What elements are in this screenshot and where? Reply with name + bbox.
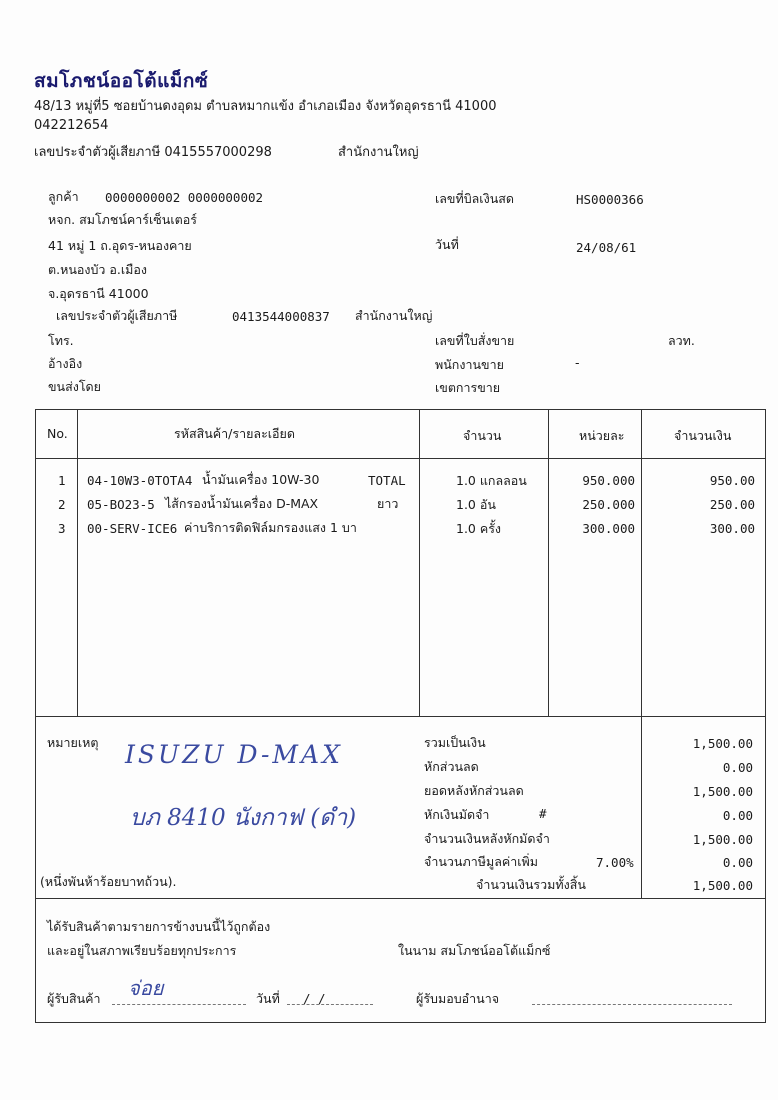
customer-ref-label: อ้างอิง	[48, 356, 83, 371]
row-amount: 950.00	[709, 473, 755, 488]
customer-name: หจก. สมโภชน์คาร์เซ็นเตอร์	[48, 212, 197, 227]
grand-total-value: 1,500.00	[692, 878, 753, 893]
after-deposit-value: 1,500.00	[692, 832, 753, 847]
amount-in-words: (หนึ่งพันห้าร้อยบาทถ้วน).	[40, 874, 177, 889]
row-amount: 250.00	[709, 497, 755, 512]
receive-date-blank: / /	[303, 991, 326, 1006]
discount-label: หักส่วนลด	[424, 759, 479, 774]
subtotal-value: 1,500.00	[692, 736, 753, 751]
authorized-label: ผู้รับมอบอำนาจ	[416, 991, 500, 1006]
row-unit-price: 300.000	[582, 521, 635, 536]
order-no-value: ลวท.	[668, 333, 695, 348]
header-amount: จำนวนเงิน	[674, 428, 732, 443]
company-address: 48/13 หมู่ที่5 ซอยบ้านดงอุดม ตำบลหมากแข้ง อำเภอเมือง จังหวัดอุดรธานี 41000	[34, 99, 497, 114]
on-behalf-text: ในนาม สมโภชน์ออโต้แม็กซ์	[398, 943, 551, 958]
date-label: วันที่	[435, 237, 459, 252]
vat-label: จำนวนภาษีมูลค่าเพิ่ม	[424, 854, 538, 869]
customer-codes: 0000000002 0000000002	[105, 190, 264, 205]
row-description: น้ำมันเครื่อง 10W-30	[202, 472, 320, 487]
row-unit-price: 950.000	[582, 473, 635, 488]
customer-branch: สำนักงานใหญ่	[355, 308, 433, 323]
sales-area-label: เขตการขาย	[435, 380, 501, 395]
salesman-label: พนักงานขาย	[435, 357, 504, 372]
row-no: 3	[58, 521, 66, 536]
customer-label: ลูกค้า	[48, 189, 79, 204]
remarks-label: หมายเหตุ	[47, 735, 99, 750]
row-quantity: 1.0 แกลลอน	[456, 473, 527, 488]
row-quantity: 1.0 อัน	[456, 497, 496, 512]
header-no: No.	[47, 426, 68, 441]
bill-no-label: เลขที่บิลเงินสด	[435, 191, 514, 206]
header-unit-price: หน่วยละ	[579, 428, 625, 443]
receive-date-label: วันที่	[256, 991, 280, 1006]
customer-address-2: ต.หนองบัว อ.เมือง	[48, 262, 148, 277]
after-discount-value: 1,500.00	[692, 784, 753, 799]
invoice-date: 24/08/61	[576, 240, 637, 255]
salesman-value: -	[575, 355, 580, 370]
remarks-handwritten-model: ISUZU D-MAX	[125, 740, 343, 769]
customer-tax-id: 0413544000837	[232, 309, 330, 324]
customer-ship-label: ขนส่งโดย	[48, 379, 101, 394]
header-quantity: จำนวน	[463, 428, 502, 443]
row-no: 2	[58, 497, 66, 512]
header-description: รหัสสินค้า/รายละเอียด	[174, 426, 296, 441]
customer-phone-label: โทร.	[48, 333, 74, 348]
company-name: สมโภชน์ออโต้แม็กซ์	[34, 70, 209, 92]
deposit-mark: #	[539, 806, 547, 821]
row-code: 00-SERV-ICE6	[87, 521, 178, 536]
customer-address-1: 41 หมู่ 1 ถ.อุดร-หนองคาย	[48, 238, 192, 253]
after-deposit-label: จำนวนเงินหลังหักมัดจำ	[424, 831, 550, 846]
customer-tax-label: เลขประจำตัวผู้เสียภาษี	[56, 308, 178, 323]
row-description: ค่าบริการติดฟิล์มกรองแสง 1 บา	[184, 520, 357, 535]
vat-rate: 7.00%	[596, 855, 634, 870]
remarks-handwritten-plate: บภ 8410 นังกาฟ (ดำ)	[130, 805, 357, 831]
company-branch: สำนักงานใหญ่	[338, 145, 419, 160]
received-text-2: และอยู่ในสภาพเรียบร้อยทุกประการ	[47, 943, 237, 958]
receiver-label: ผู้รับสินค้า	[47, 991, 101, 1006]
receiver-signature: จ่อย	[128, 976, 164, 1000]
vat-value: 0.00	[722, 855, 753, 870]
company-phone: 042212654	[34, 118, 109, 133]
row-extra: TOTAL	[368, 473, 406, 488]
row-amount: 300.00	[709, 521, 755, 536]
company-tax-id: เลขประจำตัวผู้เสียภาษี 0415557000298	[34, 145, 272, 160]
deposit-value: 0.00	[722, 808, 753, 823]
row-code: 04-10W3-0TOTA4	[87, 473, 193, 488]
row-unit-price: 250.000	[582, 497, 635, 512]
received-text-1: ได้รับสินค้าตามรายการข้างบนนี้ไว้ถูกต้อง	[47, 919, 271, 934]
grand-total-label: จำนวนเงินรวมทั้งสิ้น	[476, 877, 586, 892]
row-no: 1	[58, 473, 66, 488]
discount-value: 0.00	[722, 760, 753, 775]
order-no-label: เลขที่ใบสั่งขาย	[435, 333, 515, 348]
subtotal-label: รวมเป็นเงิน	[424, 735, 486, 750]
bill-no: HS0000366	[576, 192, 644, 207]
row-quantity: 1.0 ครั้ง	[456, 521, 502, 536]
deposit-label: หักเงินมัดจำ	[424, 807, 490, 822]
row-extra: ยาว	[377, 496, 399, 511]
after-discount-label: ยอดหลังหักส่วนลด	[424, 783, 524, 798]
row-code: 05-BO23-5	[87, 497, 155, 512]
row-description: ไส้กรองน้ำมันเครื่อง D-MAX	[165, 496, 319, 511]
customer-address-3: จ.อุดรธานี 41000	[48, 286, 149, 301]
